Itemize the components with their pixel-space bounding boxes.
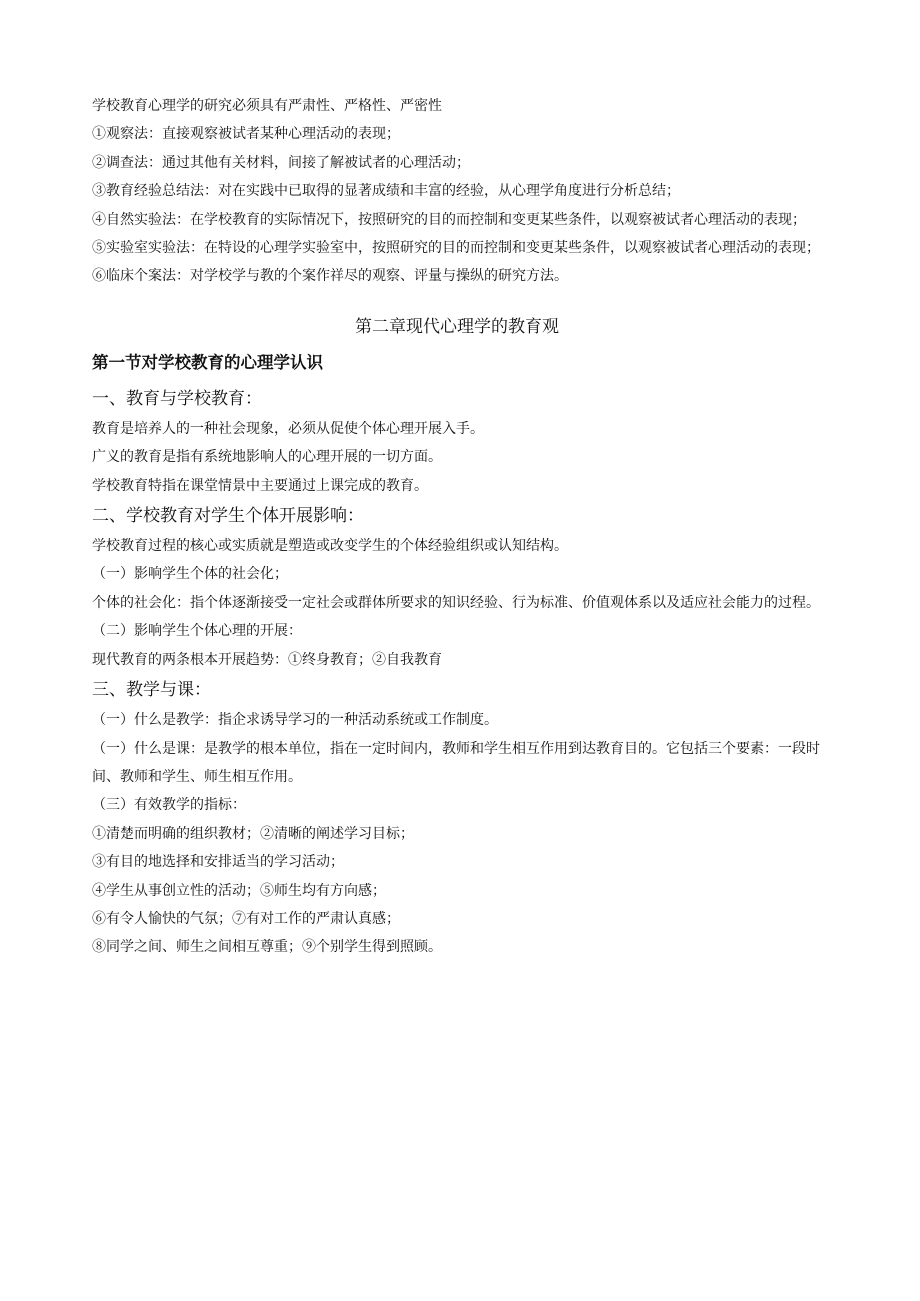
document-page bbox=[92, 92, 822, 962]
part3-paragraph: （三）有效教学的指标： bbox=[92, 797, 246, 814]
method-natural-experiment: ④自然实验法：在学校教育的实际情况下，按照研究的目的而控制和变更某些条件，以观察被试者心理活动的表现； bbox=[92, 211, 806, 228]
part2-heading: 二、学校教育对学生个体开展影响： bbox=[92, 506, 364, 527]
part3-paragraph: （一）什么是教学：指企求诱导学习的一种活动系统或工作制度。 bbox=[92, 712, 498, 729]
part1-paragraph: 教育是培养人的一种社会现象，必须从促使个体心理开展入手。 bbox=[92, 420, 484, 437]
chapter-title: 第二章现代心理学的教育观 bbox=[355, 316, 559, 337]
method-survey: ②调查法：通过其他有关材料，间接了解被试者的心理活动； bbox=[92, 154, 470, 171]
part2-paragraph: 现代教育的两条根本开展趋势：①终身教育；②自我教育 bbox=[92, 651, 442, 668]
part2-paragraph: 个体的社会化：指个体逐渐接受一定社会或群体所要求的知识经验、行为标准、价值观体系以及适应社会能力的过程。 bbox=[92, 594, 820, 611]
part3-paragraph: ④学生从事创立性的活动；⑤师生均有方向感； bbox=[92, 882, 386, 899]
part2-paragraph: （一）影响学生个体的社会化； bbox=[92, 566, 288, 583]
method-observation: ①观察法：直接观察被试者某种心理活动的表现； bbox=[92, 126, 400, 143]
method-experience-summary: ③教育经验总结法：对在实践中已取得的显著成绩和丰富的经验，从心理学角度进行分析总结； bbox=[92, 183, 680, 200]
part3-paragraph: ⑥有令人愉快的气氛；⑦有对工作的严肃认真感； bbox=[92, 910, 400, 927]
part1-paragraph: 学校教育特指在课堂情景中主要通过上课完成的教育。 bbox=[92, 477, 428, 494]
part3-paragraph: ①清楚而明确的组织教材；②清晰的阐述学习目标； bbox=[92, 825, 414, 842]
part3-paragraph: ⑧同学之间、师生之间相互尊重；⑨个别学生得到照顾。 bbox=[92, 939, 442, 956]
part1-paragraph: 广义的教育是指有系统地影响人的心理开展的一切方面。 bbox=[92, 449, 442, 466]
method-lab-experiment: ⑤实验室实验法：在特设的心理学实验室中，按照研究的目的而控制和变更某些条件，以观察被试者心理活动的表现； bbox=[92, 240, 820, 257]
part3-paragraph: ③有目的地选择和安排适当的学习活动； bbox=[92, 854, 344, 871]
part3-paragraph: （一）什么是课：是教学的根本单位，指在一定时间内，教师和学生相互作用到达教育目的。它包括三个要素：一段时间、教师和学生、师生相互作用。 bbox=[92, 740, 820, 785]
section-title: 第一节对学校教育的心理学认识 bbox=[92, 352, 323, 372]
part2-paragraph: （二）影响学生个体心理的开展： bbox=[92, 623, 302, 640]
part2-paragraph: 学校教育过程的核心或实质就是塑造或改变学生的个体经验组织或认知结构。 bbox=[92, 538, 568, 555]
part3-heading: 三、教学与课： bbox=[92, 680, 211, 701]
intro-paragraph: 学校教育心理学的研究必须具有严肃性、严格性、严密性 bbox=[92, 98, 442, 114]
part1-heading: 一、教育与学校教育： bbox=[92, 388, 262, 409]
method-clinical-case: ⑥临床个案法：对学校学与教的个案作祥尽的观察、评量与操纵的研究方法。 bbox=[92, 268, 568, 285]
